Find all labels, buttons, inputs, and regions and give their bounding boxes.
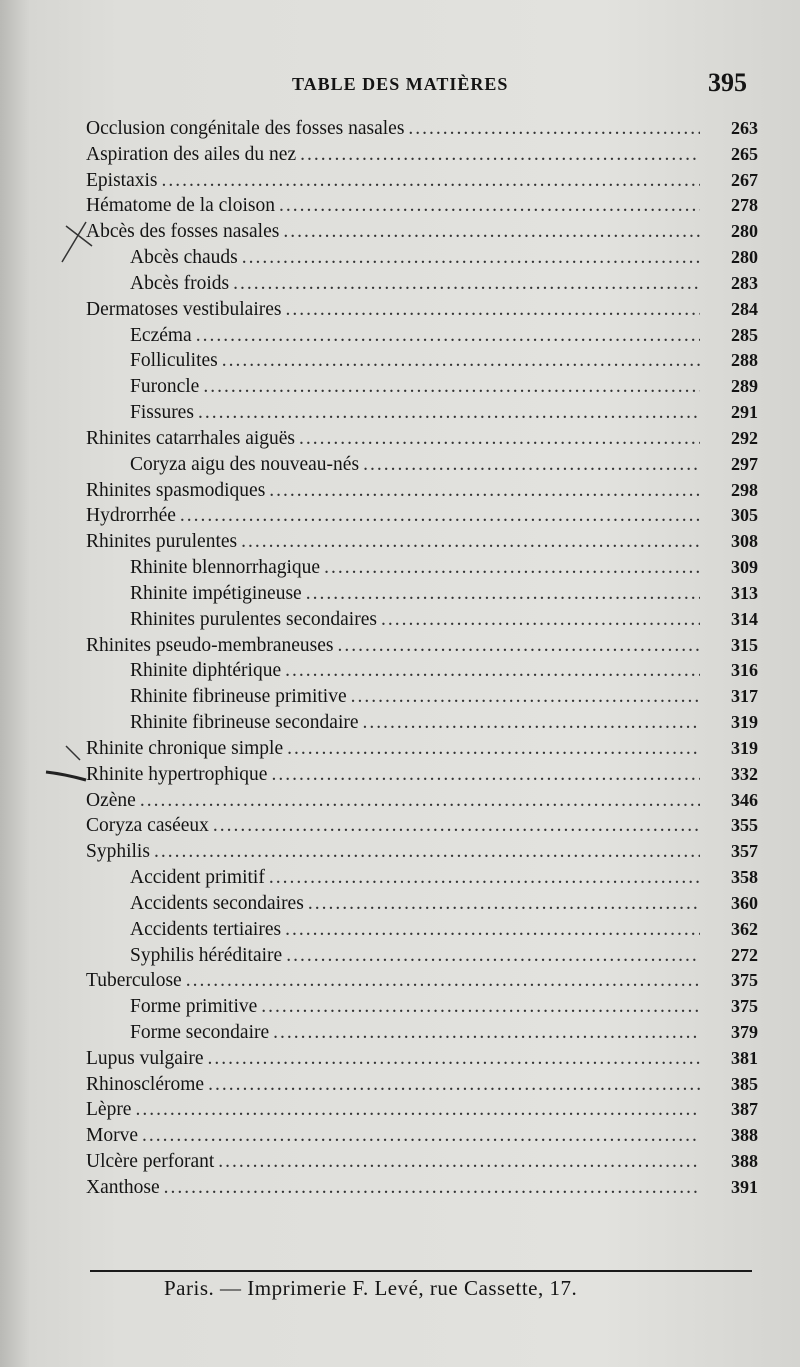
pencil-tick-mark (66, 746, 80, 760)
toc-entry (86, 297, 758, 323)
dot-leader (279, 193, 700, 219)
toc-entry-title: Dermatoses vestibulaires (86, 298, 282, 320)
toc-entry-title: Rhinites spasmodiques (86, 479, 266, 501)
toc-entry (86, 452, 758, 478)
toc-entry (86, 478, 758, 504)
toc-entry (86, 1020, 758, 1046)
dot-leader (381, 607, 700, 633)
toc-entry (86, 219, 758, 245)
toc-entry-page: 284 (731, 298, 758, 319)
toc-entry (86, 581, 758, 607)
toc-entry-title: Lèpre (86, 1099, 132, 1121)
toc-entry (86, 116, 758, 142)
toc-entry-page: 288 (731, 350, 758, 371)
toc-entry-title: Rhinites purulentes (86, 531, 238, 553)
toc-entry (86, 1072, 758, 1098)
dot-leader (300, 142, 700, 168)
toc-entry-title: Rhinite hypertrophique (86, 763, 268, 785)
dot-leader (271, 762, 700, 788)
toc-entry-page: 267 (731, 169, 758, 190)
toc-entry-page: 358 (731, 867, 758, 888)
dot-leader (180, 503, 700, 529)
toc-entry (86, 917, 758, 943)
toc-entry-page: 314 (731, 608, 758, 629)
toc-entry-title: Rhinite diphtérique (130, 660, 282, 682)
toc-entry-title: Ulcère perforant (86, 1151, 215, 1173)
dot-leader (233, 271, 700, 297)
dot-leader (269, 865, 700, 891)
toc-entry-page: 355 (731, 815, 758, 836)
toc-entry-title: Forme primitive (130, 996, 258, 1018)
toc-entry-page: 379 (731, 1021, 758, 1042)
toc-entry-page: 391 (731, 1176, 758, 1197)
toc-entry-title: Hydrorrhée (86, 505, 176, 527)
dot-leader (154, 839, 700, 865)
dot-leader (203, 374, 700, 400)
printer-imprint: Paris. — Imprimerie F. Levé, rue Cassette, 17. (164, 1276, 578, 1300)
toc-entry-title: Syphilis (86, 841, 150, 863)
toc-entry (86, 503, 758, 529)
dot-leader (363, 452, 700, 478)
dot-leader (196, 323, 700, 349)
dot-leader (286, 943, 700, 969)
toc-entry (86, 994, 758, 1020)
toc-entry-title: Aspiration des ailes du nez (86, 143, 297, 165)
toc-entry-page: 280 (731, 247, 758, 268)
toc-entry-title: Accidents secondaires (130, 892, 304, 914)
toc-entry-title: Hématome de la cloison (86, 195, 275, 217)
toc-entry-page: 319 (731, 712, 758, 733)
toc-entry-page: 308 (731, 531, 758, 552)
toc-entry (86, 658, 758, 684)
toc-entry-title: Lupus vulgaire (86, 1047, 204, 1069)
toc-entry (86, 1046, 758, 1072)
toc-entry-title: Abcès des fosses nasales (86, 221, 280, 243)
toc-entry-page: 362 (731, 918, 758, 939)
toc-entry-title: Rhinite impétigineuse (130, 582, 302, 604)
toc-entry (86, 168, 758, 194)
toc-entry-page: 297 (731, 453, 758, 474)
toc-entry-title: Syphilis héréditaire (130, 944, 283, 966)
toc-entry (86, 374, 758, 400)
toc-entry-page: 360 (731, 892, 758, 913)
toc-entry (86, 710, 758, 736)
toc-entry-page: 265 (731, 143, 758, 164)
toc-entry (86, 607, 758, 633)
toc-entry (86, 193, 758, 219)
toc-entry (86, 788, 758, 814)
toc-entry-title: Rhinite fibrineuse primitive (130, 686, 347, 708)
toc-entry-page: 357 (731, 841, 758, 862)
toc-entry (86, 555, 758, 581)
toc-entry-title: Ozène (86, 789, 136, 811)
toc-entry-page: 263 (731, 118, 758, 138)
dot-leader (142, 1123, 700, 1149)
toc-entry-title: Rhinosclérome (86, 1073, 205, 1095)
toc-entry-page: 291 (731, 402, 758, 423)
toc-entry-page: 332 (731, 763, 758, 784)
dot-leader (338, 633, 701, 659)
toc-entry-title: Coryza caséeux (86, 815, 209, 837)
toc-entry-title: Folliculites (130, 350, 218, 372)
toc-entry-page: 313 (731, 582, 758, 603)
dot-leader (351, 684, 700, 710)
toc-entry-page: 388 (731, 1125, 758, 1146)
toc-entry-title: Occlusion congénitale des fosses nasales (86, 118, 405, 139)
toc-entry-page: 305 (731, 505, 758, 526)
toc-entry-title: Accidents tertiaires (130, 918, 282, 940)
toc-entry-page: 278 (731, 195, 758, 216)
dot-leader (285, 658, 700, 684)
toc-entry (86, 891, 758, 917)
dot-leader (285, 917, 700, 943)
dot-leader (186, 968, 700, 994)
toc-entry (86, 142, 758, 168)
toc-entry-page: 316 (731, 660, 758, 681)
toc-entry-title: Abcès chauds (130, 247, 238, 269)
toc-entry-title: Forme secondaire (130, 1021, 270, 1043)
pencil-dash-mark (46, 772, 86, 780)
toc-entry-page: 375 (731, 996, 758, 1017)
toc-entry (86, 736, 758, 762)
toc-entry (86, 1097, 758, 1123)
dot-leader (198, 400, 700, 426)
toc-entry-title: Fissures (130, 402, 194, 424)
toc-entry (86, 323, 758, 349)
toc-entry (86, 1175, 758, 1201)
toc-entry-title: Abcès froids (130, 272, 230, 294)
toc-entry-page: 315 (731, 634, 758, 655)
toc-entry-page: 317 (731, 686, 758, 707)
toc-entry (86, 426, 758, 452)
toc-entry-page: 387 (731, 1099, 758, 1120)
dot-leader (286, 297, 701, 323)
toc-entry-title: Rhinite blennorrhagique (130, 557, 321, 579)
toc-entry-page: 280 (731, 221, 758, 242)
toc-entry-title: Rhinite chronique simple (86, 737, 284, 759)
toc-entry-page: 346 (731, 789, 758, 810)
toc-entry (86, 865, 758, 891)
dot-leader (208, 1046, 700, 1072)
dot-leader (213, 813, 700, 839)
dot-leader (273, 1020, 700, 1046)
toc-entry-title: Rhinites purulentes secondaires (130, 608, 377, 630)
toc-entry-title: Xanthose (86, 1176, 160, 1198)
dot-leader (135, 1097, 700, 1123)
toc-entry-page: 375 (731, 970, 758, 991)
dot-leader (208, 1072, 700, 1098)
toc-entry (86, 684, 758, 710)
toc-entry (86, 633, 758, 659)
toc-entry-page: 381 (731, 1047, 758, 1068)
toc-entry-page: 292 (731, 427, 758, 448)
dot-leader (218, 1149, 700, 1175)
table-of-contents (86, 116, 758, 1201)
toc-entry-title: Rhinites catarrhales aiguës (86, 427, 296, 449)
toc-entry-page: 289 (731, 376, 758, 397)
toc-entry (86, 348, 758, 374)
dot-leader (324, 555, 700, 581)
toc-entry-title: Rhinite fibrineuse secondaire (130, 712, 359, 734)
toc-entry (86, 245, 758, 271)
toc-entry-page: 272 (731, 944, 758, 965)
toc-entry (86, 968, 758, 994)
toc-entry-page: 319 (731, 737, 758, 758)
page-number: 395 (708, 68, 747, 97)
toc-entry (86, 271, 758, 297)
toc-entry-title: Epistaxis (86, 169, 158, 191)
dot-leader (261, 994, 700, 1020)
toc-entry (86, 943, 758, 969)
dot-leader (287, 736, 700, 762)
dot-leader (283, 219, 700, 245)
toc-entry (86, 400, 758, 426)
toc-entry-page: 309 (731, 557, 758, 578)
dot-leader (308, 891, 700, 917)
toc-entry-page: 385 (731, 1073, 758, 1094)
toc-entry (86, 1123, 758, 1149)
dot-leader (269, 478, 700, 504)
dot-leader (408, 116, 700, 142)
toc-entry-title: Tuberculose (86, 970, 182, 992)
dot-leader (241, 529, 700, 555)
toc-entry (86, 529, 758, 555)
footer-rule (90, 1270, 752, 1272)
dot-leader (222, 348, 700, 374)
toc-entry (86, 839, 758, 865)
dot-leader (162, 168, 701, 194)
dot-leader (306, 581, 700, 607)
dot-leader (242, 245, 700, 271)
toc-entry-title: Coryza aigu des nouveau-nés (130, 453, 360, 475)
dot-leader (299, 426, 700, 452)
toc-entry (86, 813, 758, 839)
toc-entry (86, 762, 758, 788)
toc-entry-title: Furoncle (130, 376, 200, 398)
toc-entry-page: 388 (731, 1151, 758, 1172)
toc-entry-title: Rhinites pseudo-membraneuses (86, 634, 334, 656)
dot-leader (140, 788, 700, 814)
toc-entry-title: Eczéma (130, 324, 192, 346)
toc-entry-title: Accident primitif (130, 867, 265, 889)
toc-entry-page: 285 (731, 324, 758, 345)
toc-entry-page: 283 (731, 272, 758, 293)
running-title: TABLE DES MATIÈRES (292, 74, 509, 94)
dot-leader (363, 710, 700, 736)
dot-leader (164, 1175, 700, 1201)
toc-entry-page: 298 (731, 479, 758, 500)
toc-entry-title: Morve (86, 1125, 138, 1147)
toc-entry (86, 1149, 758, 1175)
